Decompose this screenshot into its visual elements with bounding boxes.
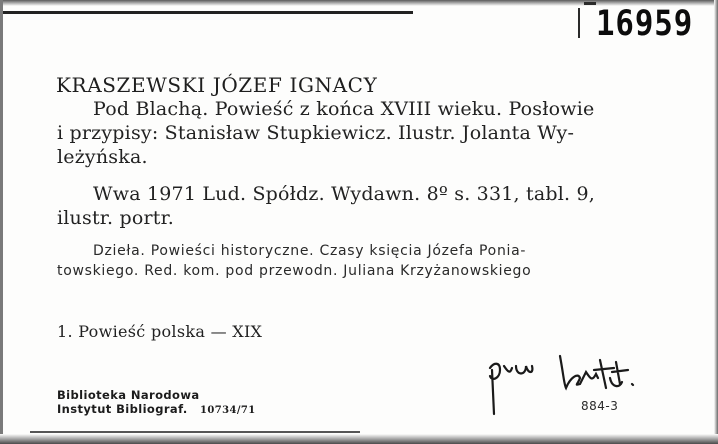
scan-speck — [30, 431, 360, 433]
scan-speck — [584, 2, 596, 5]
top-rule — [3, 11, 413, 14]
author-heading: KRASZEWSKI JÓZEF IGNACY — [56, 73, 378, 97]
series-line-2: towskiego. Red. kom. pod przewodn. Juliana Krzyżanowskiego — [57, 263, 532, 279]
description-line-2: i przypisy: Stanisław Stupkiewicz. Ilustr. Jolanta Wy- — [57, 122, 575, 144]
institution-name: Biblioteka Narodowa — [57, 388, 200, 402]
card-edge-right — [714, 0, 718, 444]
institution-department-name: Instytut Bibliograf. — [57, 402, 188, 416]
card-edge-bottom — [0, 434, 718, 444]
series-line-1: Dzieła. Powieści historyczne. Czasy księcia Józefa Ponia- — [93, 243, 527, 259]
handwritten-note — [482, 348, 652, 418]
description-line-1: Pod Blachą. Powieść z końca XVIII wieku. Posłowie — [93, 98, 595, 120]
scan-speck — [578, 8, 580, 38]
institution-code: 10734/71 — [200, 405, 256, 416]
catalog-number: 16959 — [596, 4, 694, 44]
description-line-3: leżyńska. — [57, 146, 148, 168]
institution-department — [57, 402, 256, 416]
shelf-mark: 884-3 — [581, 399, 619, 413]
imprint-line-2: ilustr. portr. — [57, 207, 175, 229]
subject-heading: 1. Powieść polska — XIX — [57, 322, 263, 341]
card-edge-left — [0, 0, 3, 444]
imprint-line-1: Wwa 1971 Lud. Spółdz. Wydawn. 8º s. 331, tabl. 9, — [93, 183, 596, 205]
